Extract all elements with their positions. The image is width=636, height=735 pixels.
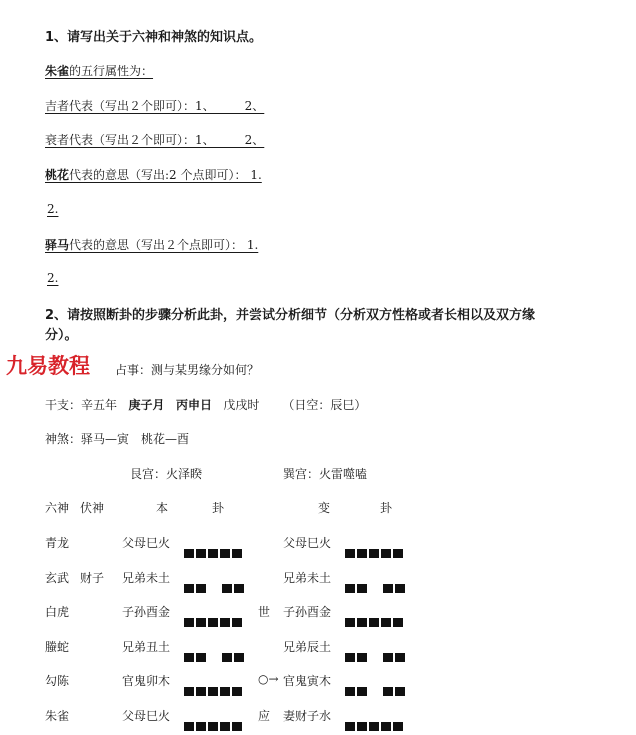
line-segment	[196, 653, 206, 662]
line-segment	[345, 584, 355, 593]
ganzhi-line	[45, 396, 366, 413]
line-segment	[393, 618, 403, 627]
line-segment	[220, 549, 230, 558]
line-gap	[369, 584, 383, 593]
taohua-second: 2.	[47, 202, 59, 216]
question-2-title-line1: 2、请按照断卦的步骤分析此卦，并尝试分析细节（分析双方性格或者长相以及双方缘	[45, 308, 536, 323]
ganzhi-empty: （日空：辰巳）	[282, 398, 367, 412]
ben-gua-yao: 父母巳火	[122, 709, 171, 723]
line-segment	[393, 722, 403, 731]
line-segment	[369, 618, 379, 627]
ben-gua-yao: 兄弟未土	[122, 571, 171, 585]
liushen-name: 青龙	[45, 536, 70, 550]
line-segment	[345, 618, 355, 627]
line-segment	[345, 549, 355, 558]
fushen-value: 财子	[80, 571, 105, 585]
zhuque-term: 朱雀	[45, 64, 70, 78]
question-1-title: 1、请写出关于六神和神煞的知识点。	[45, 30, 263, 45]
yima-line	[45, 236, 258, 253]
bian-gua-line	[345, 681, 407, 690]
ben-gua-line	[184, 612, 244, 621]
bian-gua-yao: 妻财子水	[283, 709, 332, 723]
line-segment	[345, 722, 355, 731]
line-gap	[369, 653, 383, 662]
line-segment	[395, 687, 405, 696]
palace-left: 艮宫：火泽睽	[130, 467, 203, 481]
bian-gua-line	[345, 612, 405, 621]
line-segment	[369, 549, 379, 558]
ben-gua-yao: 父母巳火	[122, 536, 171, 550]
ganzhi-label: 干支：辛五年	[45, 398, 118, 412]
line-segment	[232, 722, 242, 731]
bian-gua-line	[345, 647, 407, 656]
line-segment	[383, 584, 393, 593]
line-segment	[232, 618, 242, 627]
bian-gua-line-wrap	[345, 606, 405, 625]
line-segment	[345, 687, 355, 696]
ben-gua-yao: 兄弟丑土	[122, 640, 171, 654]
bian-gua-yao: 兄弟辰土	[283, 640, 332, 654]
line-segment	[196, 722, 206, 731]
zhuque-text: 的五行属性为：	[69, 64, 154, 78]
line-segment	[369, 722, 379, 731]
line-segment	[184, 549, 194, 558]
ganzhi-day: 丙申日	[175, 398, 212, 412]
header-ben: 本	[156, 501, 169, 515]
line-segment	[220, 618, 230, 627]
liushen-name: 朱雀	[45, 709, 70, 723]
ben-gua-line-wrap	[184, 572, 246, 591]
line-segment	[357, 549, 367, 558]
watermark-logo: 九易教程	[6, 354, 90, 378]
bian-gua-line-wrap	[345, 572, 407, 591]
ben-gua-line	[184, 543, 244, 552]
header-fushen: 伏神	[80, 501, 105, 515]
line-segment	[381, 722, 391, 731]
line-segment	[220, 722, 230, 731]
line-segment	[184, 722, 194, 731]
line-segment	[383, 687, 393, 696]
line-segment	[184, 584, 194, 593]
palace-right: 巽宫：火雷噬嗑	[283, 467, 368, 481]
line-segment	[196, 687, 206, 696]
ben-gua-line-wrap	[184, 675, 244, 694]
line-gap	[369, 687, 383, 696]
ben-gua-line	[184, 578, 246, 587]
line-segment	[383, 653, 393, 662]
line-segment	[232, 549, 242, 558]
bian-gua-line-wrap	[345, 537, 405, 556]
ganzhi-hour: 戊戌时	[223, 398, 260, 412]
bian-gua-yao: 父母巳火	[283, 536, 332, 550]
ben-gua-line	[184, 681, 244, 690]
line-segment	[220, 687, 230, 696]
line-gap	[208, 653, 222, 662]
line-segment	[395, 584, 405, 593]
line-segment	[208, 722, 218, 731]
line-segment	[196, 549, 206, 558]
line-segment	[357, 584, 367, 593]
bian-gua-line-wrap	[345, 710, 405, 729]
ben-gua-line-wrap	[184, 537, 244, 556]
line-segment	[357, 722, 367, 731]
line-segment	[381, 618, 391, 627]
line-segment	[208, 618, 218, 627]
shi-ying-mark: 世	[258, 605, 271, 619]
line-segment	[345, 653, 355, 662]
bian-gua-line	[345, 543, 405, 552]
header-gua-2: 卦	[380, 501, 393, 515]
ganzhi-month: 庚子月	[128, 398, 165, 412]
line-segment	[393, 549, 403, 558]
header-gua: 卦	[212, 501, 225, 515]
line-segment	[234, 653, 244, 662]
shi-ying-mark: ○→	[258, 672, 279, 686]
line-segment	[357, 618, 367, 627]
zhanshi-line: 占事：测与某男缘分如何？	[115, 363, 260, 377]
line-segment	[357, 653, 367, 662]
taohua-text: 代表的意思（写出:2 个点即可）： 1.	[69, 168, 262, 182]
line-segment	[196, 618, 206, 627]
yima-second: 2.	[47, 271, 59, 285]
bian-gua-line	[345, 578, 407, 587]
yima-term: 驿马	[45, 238, 70, 252]
shensha-line: 神煞：驿马—寅 桃花—酉	[45, 432, 190, 446]
line-segment	[222, 653, 232, 662]
line-segment	[381, 549, 391, 558]
ben-gua-yao: 子孙酉金	[122, 605, 171, 619]
shuai-line: 衰者代表（写出２个即可）：1、 2、	[45, 133, 265, 147]
line-segment	[184, 618, 194, 627]
ben-gua-line-wrap	[184, 606, 244, 625]
header-liushen: 六神	[45, 501, 70, 515]
line-segment	[222, 584, 232, 593]
line-segment	[234, 584, 244, 593]
line-segment	[184, 653, 194, 662]
liushen-name: 白虎	[45, 605, 70, 619]
taohua-line	[45, 166, 262, 183]
line-segment	[208, 549, 218, 558]
liushen-name: 螣蛇	[45, 640, 70, 654]
line-segment	[232, 687, 242, 696]
liushen-name: 玄武	[45, 571, 70, 585]
ji-line: 吉者代表（写出２个即可）：1、 2、	[45, 99, 265, 113]
bian-gua-line-wrap	[345, 641, 407, 660]
line-segment	[208, 687, 218, 696]
line-segment	[196, 584, 206, 593]
shi-ying-mark: 应	[258, 709, 271, 723]
bian-gua-yao: 兄弟未土	[283, 571, 332, 585]
ben-gua-line-wrap	[184, 710, 244, 729]
ben-gua-line	[184, 647, 246, 656]
line-segment	[395, 653, 405, 662]
question-2-title-line2: 分）。	[45, 328, 78, 343]
bian-gua-yao: 子孙酉金	[283, 605, 332, 619]
line-segment	[184, 687, 194, 696]
bian-gua-yao: 官鬼寅木	[283, 674, 332, 688]
line-segment	[357, 687, 367, 696]
yima-text: 代表的意思（写出２个点即可）： 1.	[69, 238, 259, 252]
header-bian: 变	[318, 501, 331, 515]
ben-gua-line-wrap	[184, 641, 246, 660]
line-gap	[208, 584, 222, 593]
taohua-term: 桃花	[45, 168, 70, 182]
ben-gua-yao: 官鬼卯木	[122, 674, 171, 688]
bian-gua-line-wrap	[345, 675, 407, 694]
liushen-name: 勾陈	[45, 674, 70, 688]
zhuque-line	[45, 62, 153, 79]
